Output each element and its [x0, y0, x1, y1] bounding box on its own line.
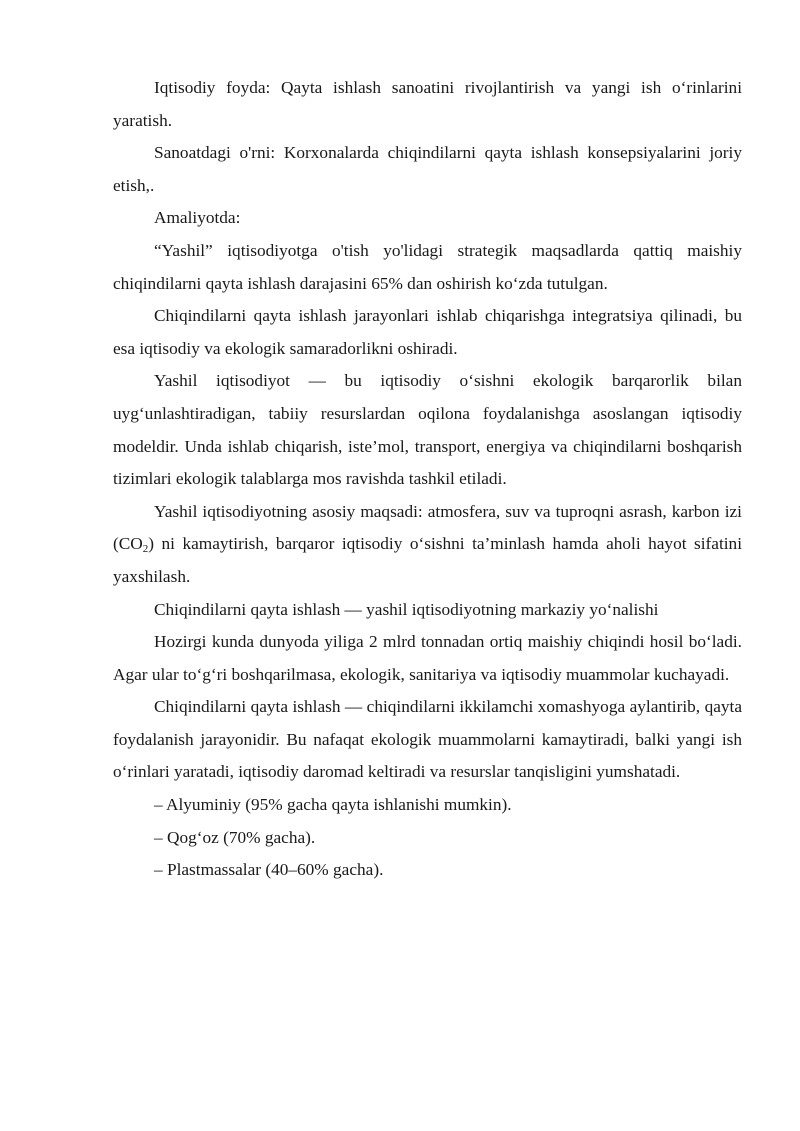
paragraph-in-practice: Amaliyotda: — [154, 208, 241, 228]
paragraph-integration: Chiqindilarni qayta ishlash jarayonlari ishlab chiqarishga integratsiya qilinadi, bu esa iqtisodiy va ekologik samaradorlikni oshiradi. — [113, 306, 742, 358]
goal-text-after: ) ni kamaytirish, barqaror iqtisodiy o‘sishni ta’minlash hamda aholi hayot sifatini yaxshilash. — [113, 534, 742, 586]
list-item-plastics: – Plastmassalar (40–60% gacha). — [154, 860, 384, 880]
paragraph-industry-role: Sanoatdagi o'rni: Korxonalarda chiqindilarni qayta ishlash konsepsiyalarini joriy etish,. — [113, 143, 742, 195]
paragraph-recycling-definition: Chiqindilarni qayta ishlash — chiqindilarni ikkilamchi xomashyoga aylantirib, qayta foydalanish jarayonidir. Bu nafaqat ekologik muammolarni kamaytiradi, balki yangi ish o‘rinlari yaratadi, iqtisodiy daromad keltiradi va resurslar tanqisligini yumshatadi. — [113, 697, 742, 782]
paragraph-global-waste: Hozirgi kunda dunyoda yiliga 2 mlrd tonnadan ortiq maishiy chiqindi hosil bo‘ladi. Agar ular to‘g‘ri boshqarilmasa, ekologik, sanitariya va iqtisodiy muammolar kuchayadi. — [113, 632, 742, 684]
paragraph-recycling-heading: Chiqindilarni qayta ishlash — yashil iqtisodiyotning markaziy yo‘nalishi — [154, 599, 659, 619]
list-item-paper: – Qog‘oz (70% gacha). — [154, 827, 316, 847]
paragraph-green-economy-goal — [113, 496, 742, 594]
list-item-aluminium: – Alyuminiy (95% gacha qayta ishlanishi mumkin). — [154, 795, 512, 815]
paragraph-strategic-goals: “Yashil” iqtisodiyotga o'tish yo'lidagi strategik maqsadlarda qattiq maishiy chiqindilarni qayta ishlash darajasini 65% dan oshirish ko‘zda tutulgan. — [113, 240, 742, 293]
paragraph-green-economy-definition: Yashil iqtisodiyot — bu iqtisodiy o‘sishni ekologik barqarorlik bilan uyg‘unlashtiradigan, tabiiy resurslardan oqilona foydalanishga asoslangan iqtisodiy modeldir. Unda ishlab chiqarish, iste’mol, transport, energiya va chiqindilarni boshqarish tizimlari ekologik talablarga mos ravishda tashkil etiladi. — [113, 371, 742, 489]
paragraph-economic-benefit: Iqtisodiy foyda: Qayta ishlash sanoatini rivojlantirish va yangi ish o‘rinlarini yaratish. — [113, 78, 742, 130]
goal-text-before: Yashil iqtisodiyotning asosiy maqsadi: atmosfera, suv va tuproqni asrash, karbon izi (CO — [113, 501, 742, 554]
document-page — [113, 72, 742, 887]
co2-subscript: 2 — [142, 543, 149, 556]
